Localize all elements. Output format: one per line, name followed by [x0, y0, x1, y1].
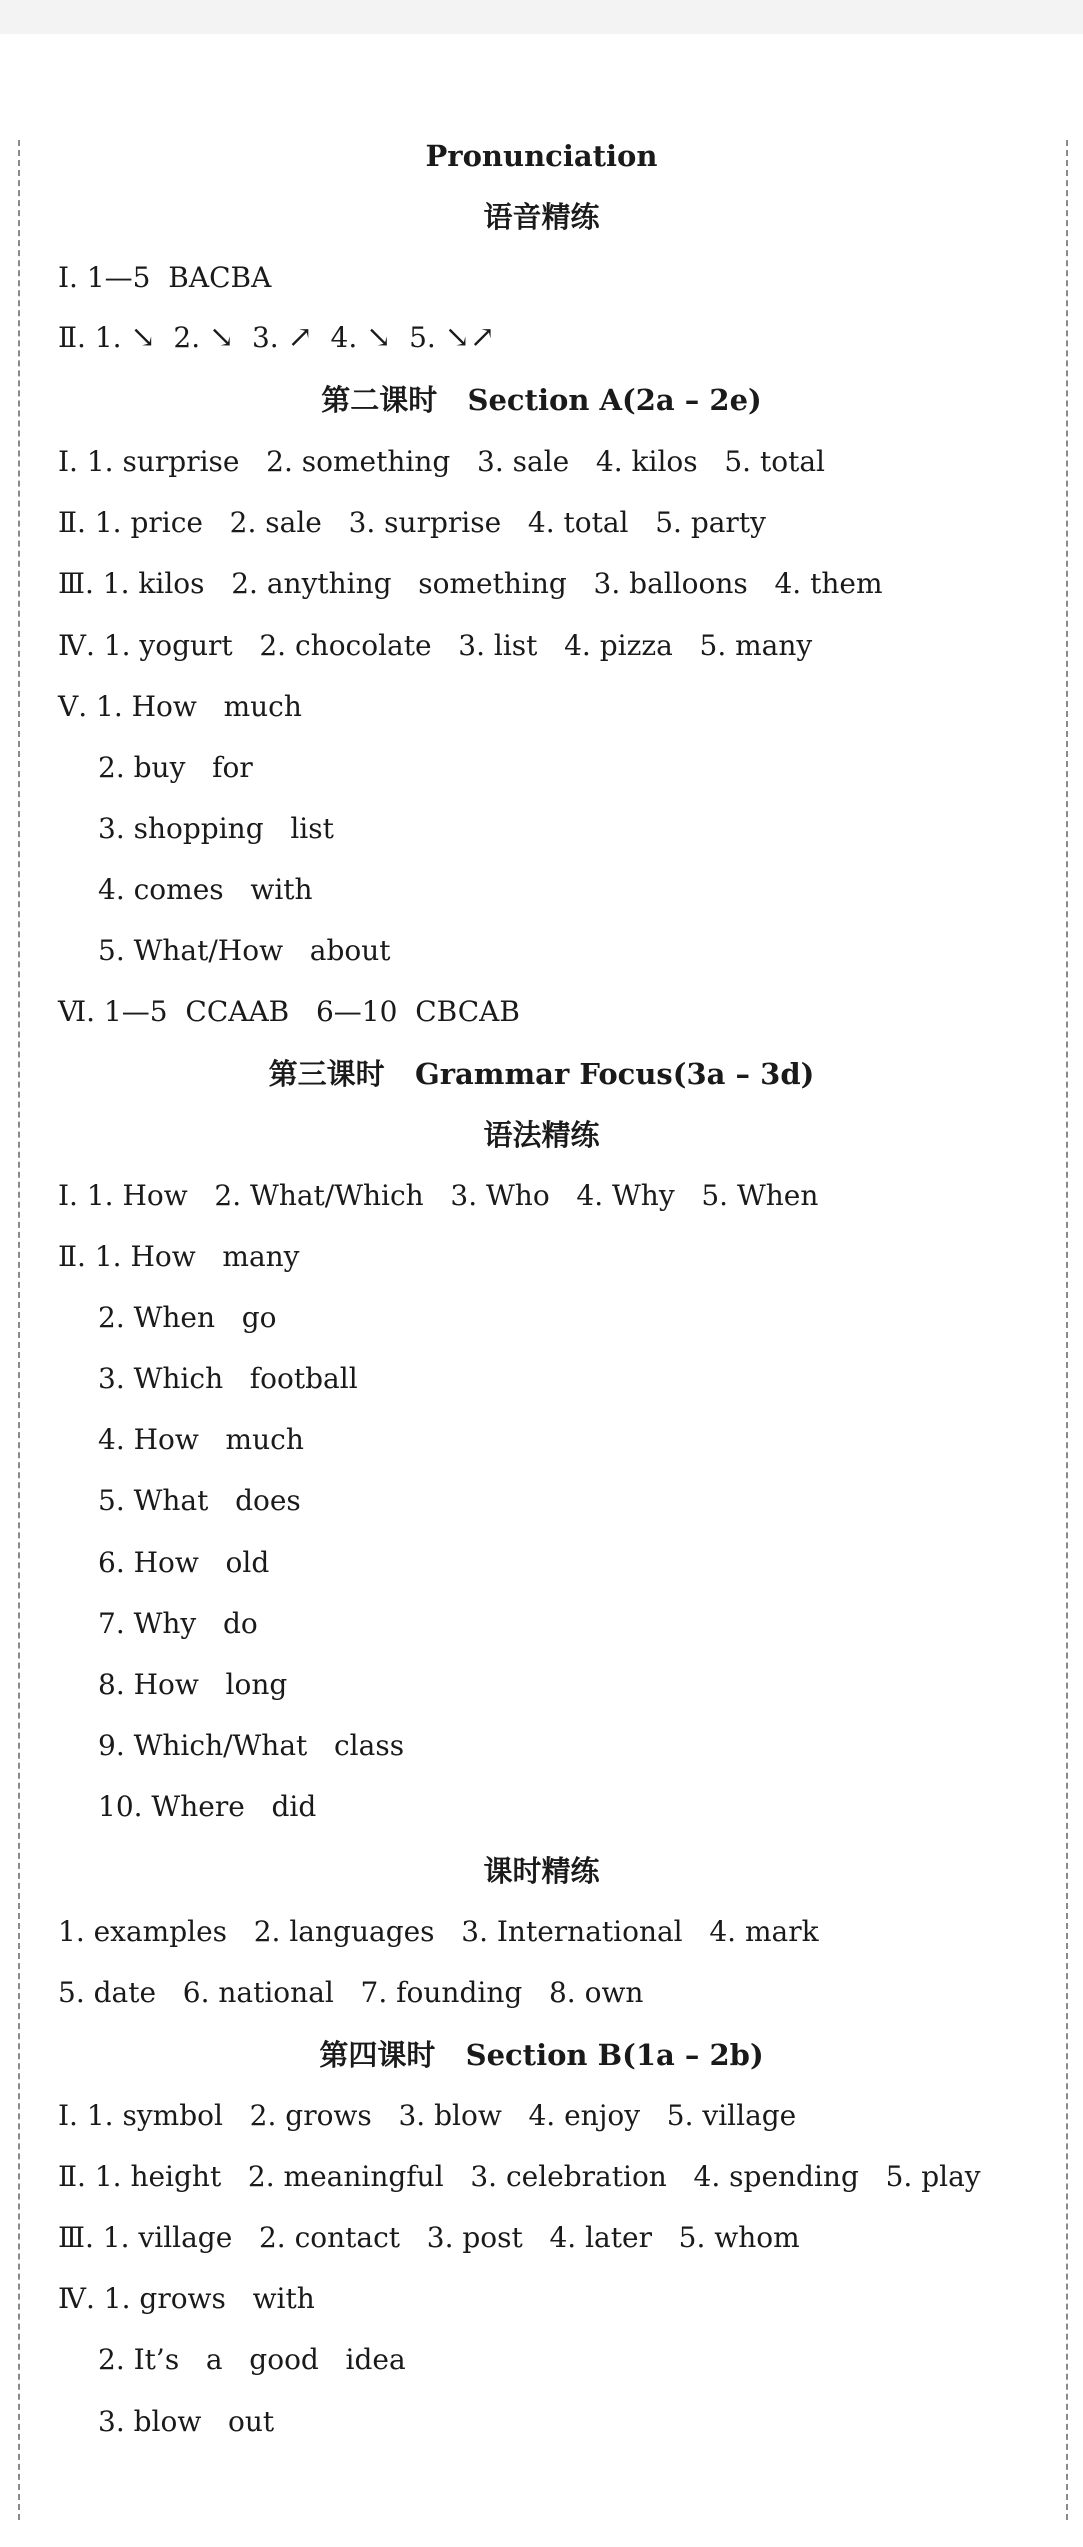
s2-line-5b: 2. buy for [98, 751, 253, 784]
s2-line-2: Ⅱ. 1. price 2. sale 3. surprise 4. total 5. party [58, 506, 766, 539]
s3-line-1: Ⅰ. 1. How 2. What/Which 3. Who 4. Why 5. When [58, 1179, 819, 1212]
s2-line-3: Ⅲ. 1. kilos 2. anything something 3. balloons 4. them [58, 567, 883, 600]
s3-line-2i: 9. Which/What class [98, 1729, 405, 1762]
s4-line-1: Ⅰ. 1. symbol 2. grows 3. blow 4. enjoy 5. village [58, 2099, 797, 2132]
s2-line-1: Ⅰ. 1. surprise 2. something 3. sale 4. kilos 5. total [58, 445, 825, 478]
keshi-line-2: 5. date 6. national 7. founding 8. own [58, 1976, 644, 2009]
s4-line-3: Ⅲ. 1. village 2. contact 3. post 4. later 5. whom [58, 2221, 800, 2254]
s3-line-2c: 3. Which football [98, 1362, 358, 1395]
pron-item-5-label: 5. [391, 321, 445, 354]
s4-line-2: Ⅱ. 1. height 2. meaningful 3. celebration 4. spending 5. play [58, 2160, 981, 2193]
s4-line-4: Ⅳ. 1. grows with [58, 2282, 315, 2315]
s3-line-2d: 4. How much [98, 1423, 304, 1456]
heading-pronunciation: Pronunciation [425, 139, 658, 173]
keshi-line-1: 1. examples 2. languages 3. International 4. mark [58, 1915, 819, 1948]
heading-yufa: 语法精练 [483, 1118, 600, 1152]
pron-item-3-label: 3. [234, 321, 288, 354]
pron-item-4-label: 4. [312, 321, 367, 354]
s3-line-2g: 7. Why do [98, 1607, 258, 1640]
s3-line-2e: 5. What does [98, 1484, 301, 1517]
heading-yuyin: 语音精练 [483, 200, 600, 234]
s2-line-6: Ⅵ. 1—5 CCAAB 6—10 CBCAB [58, 995, 520, 1028]
falling-arrow-icon: ↘ [130, 320, 156, 355]
s4-line-4b: 2. It’s a good idea [98, 2343, 406, 2376]
falling-arrow-icon: ↘ [209, 320, 235, 355]
lesson-2-en: Section A(2a – 2e) [467, 383, 762, 417]
heading-lesson-2 [0, 381, 1083, 419]
s2-line-5d: 4. comes with [98, 873, 313, 906]
s3-line-2j: 10. Where did [98, 1790, 317, 1823]
s2-line-4: Ⅳ. 1. yogurt 2. chocolate 3. list 4. pizza 5. many [58, 629, 813, 662]
s2-line-5: Ⅴ. 1. How much [58, 690, 302, 723]
heading-keshi: 课时精练 [483, 1854, 600, 1888]
s3-line-2b: 2. When go [98, 1301, 277, 1334]
rising-arrow-icon: ↗ [469, 320, 495, 355]
s2-line-5e: 5. What/How about [98, 934, 391, 967]
lesson-2-cn: 第二课时 [321, 383, 438, 417]
lesson-3-cn: 第三课时 [268, 1057, 385, 1091]
rising-arrow-icon: ↗ [287, 320, 313, 355]
falling-arrow-icon: ↘ [444, 320, 470, 355]
falling-arrow-icon: ↘ [366, 320, 392, 355]
pron-line-1: Ⅰ. 1—5 BACBA [58, 261, 272, 294]
s3-line-2: Ⅱ. 1. How many [58, 1240, 300, 1273]
lesson-3-en: Grammar Focus(3a – 3d) [414, 1057, 815, 1091]
pron-item-2-label: 2. [155, 321, 210, 354]
s4-line-4c: 3. blow out [98, 2405, 275, 2438]
pron-line-2 [58, 320, 495, 356]
lesson-4-en: Section B(1a – 2b) [465, 2038, 764, 2072]
heading-lesson-3 [0, 1055, 1083, 1093]
pron-item-1-label: Ⅱ. 1. [58, 321, 131, 354]
heading-lesson-4 [0, 2036, 1083, 2074]
lesson-4-cn: 第四课时 [319, 2038, 436, 2072]
s3-line-2f: 6. How old [98, 1546, 270, 1579]
s3-line-2h: 8. How long [98, 1668, 288, 1701]
s2-line-5c: 3. shopping list [98, 812, 334, 845]
